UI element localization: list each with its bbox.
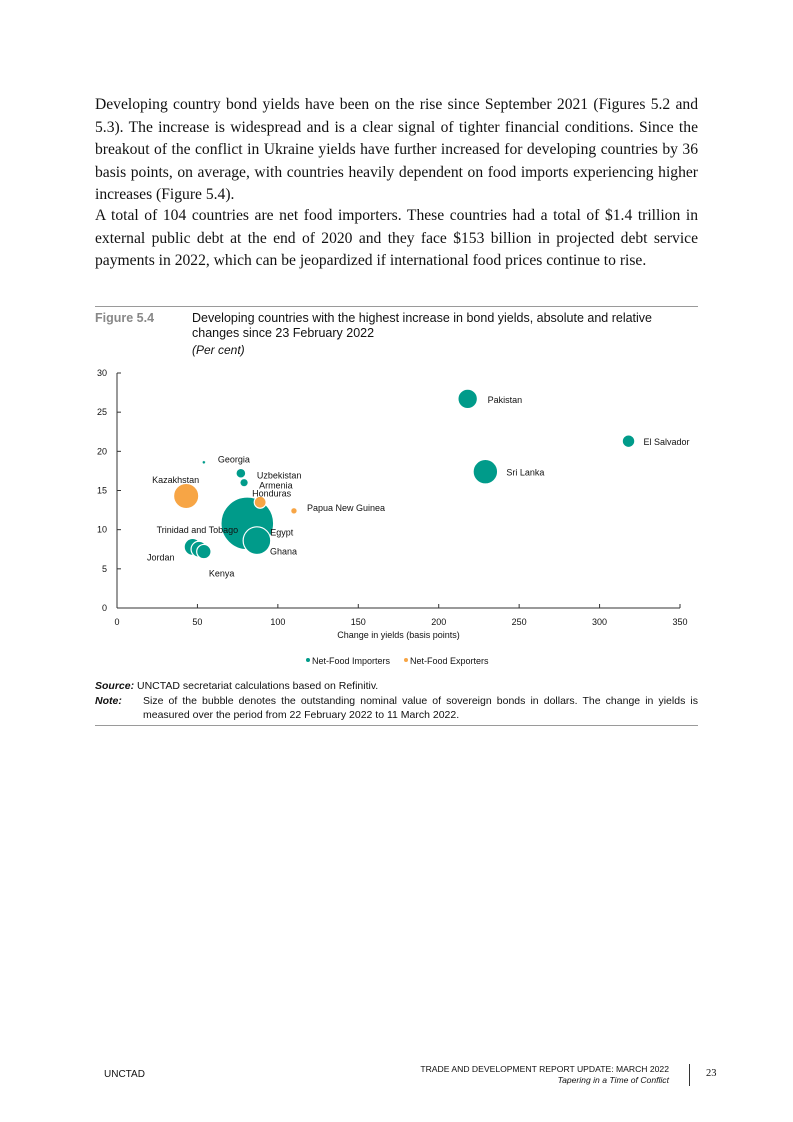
y-tick-label: 5 (101, 563, 107, 574)
x-tick-label: 100 (270, 617, 286, 627)
figure-note-label (95, 694, 122, 708)
y-tick-label: 10 (96, 524, 107, 535)
footer-divider (689, 1064, 690, 1086)
data-label: Uzbekistan (256, 470, 302, 481)
bubble-point (243, 527, 271, 555)
figure-subtitle: (Per cent) (192, 343, 245, 357)
legend-label: Net-Food Exporters (410, 656, 489, 666)
data-label: Ghana (269, 546, 297, 557)
bubble-point (473, 459, 498, 484)
source-label: Source: (95, 680, 135, 692)
footer-report-info (420, 1064, 669, 1086)
figure-source (95, 679, 378, 693)
page-number: 23 (706, 1068, 717, 1079)
y-tick-label: 30 (96, 368, 107, 378)
figure-label: Figure 5.4 (95, 311, 155, 325)
data-label: Sri Lanka (506, 467, 545, 478)
data-label: Honduras (252, 488, 292, 499)
bubble-point (458, 389, 478, 409)
bubble-point (197, 544, 211, 558)
data-label: El Salvador (643, 437, 690, 448)
y-tick-label: 25 (96, 407, 107, 418)
footer-organization: UNCTAD (104, 1069, 145, 1080)
note-label: Note: (95, 695, 122, 707)
footer-report-subtitle: Tapering in a Time of Conflict (557, 1075, 669, 1085)
data-label: Egypt (270, 527, 294, 538)
x-tick-label: 200 (431, 617, 447, 627)
figure-note-text: Size of the bubble denotes the outstanding nominal value of sovereign bonds in dollars. The change in yields is measured over the period from 22 February 2022 to 11 March 2022. (143, 695, 698, 721)
figure-title: Developing countries with the highest increase in bond yields, absolute and relative changes since 23 February 2022 (192, 311, 653, 340)
x-axis-title: Change in yields (basis points) (337, 630, 460, 640)
data-label: Kazakhstan (152, 474, 200, 485)
bubble-point (236, 468, 246, 478)
legend-marker (306, 658, 310, 662)
y-tick-label: 20 (96, 446, 107, 457)
paragraph-2: A total of 104 countries are net food importers. These countries had a total of $1.4 trillion in external public debt at the end of 2020 and they face $153 billion in projected debt service payments in 2022, which can be jeopardized if international food prices continue to rise. (95, 207, 698, 269)
data-label: Pakistan (487, 394, 523, 405)
bubble-point (202, 461, 205, 464)
figure-bottom-rule (95, 725, 698, 726)
source-text: UNCTAD secretariat calculations based on Refinitiv. (134, 680, 379, 692)
legend-label: Net-Food Importers (312, 656, 391, 666)
x-tick-label: 50 (192, 617, 203, 627)
y-tick-label: 15 (96, 485, 107, 496)
data-label: Armenia (259, 480, 293, 491)
x-tick-label: 350 (672, 617, 688, 627)
data-label: Trinidad and Tobago (156, 524, 239, 535)
data-label: Georgia (217, 454, 250, 465)
bubble-point (240, 479, 247, 486)
x-tick-label: 300 (592, 617, 608, 627)
data-label: Kenya (208, 568, 235, 579)
bubble-point (174, 483, 199, 508)
x-tick-label: 250 (511, 617, 527, 627)
x-tick-label: 150 (350, 617, 366, 627)
bubble-point (291, 508, 297, 514)
bubble-point (622, 435, 635, 448)
paragraph-1: Developing country bond yields have been on the rise since September 2021 (Figures 5.2 and 5.3). The increase is widespread and is a clear signal of tighter financial conditions. Since the breakout of the conflict in Ukraine yields have further increased for developing countries by 36 basis points, on average, with countries heavily dependent on food imports experiencing higher increases (Figure 5.4). (95, 96, 698, 203)
data-label: Jordan (147, 552, 175, 563)
y-tick-label: 0 (101, 603, 107, 613)
legend-marker (404, 658, 408, 662)
x-tick-label: 0 (114, 617, 120, 627)
data-label: Papua New Guinea (306, 502, 386, 513)
footer-report-title: TRADE AND DEVELOPMENT REPORT UPDATE: MARCH 2022 (420, 1064, 669, 1074)
